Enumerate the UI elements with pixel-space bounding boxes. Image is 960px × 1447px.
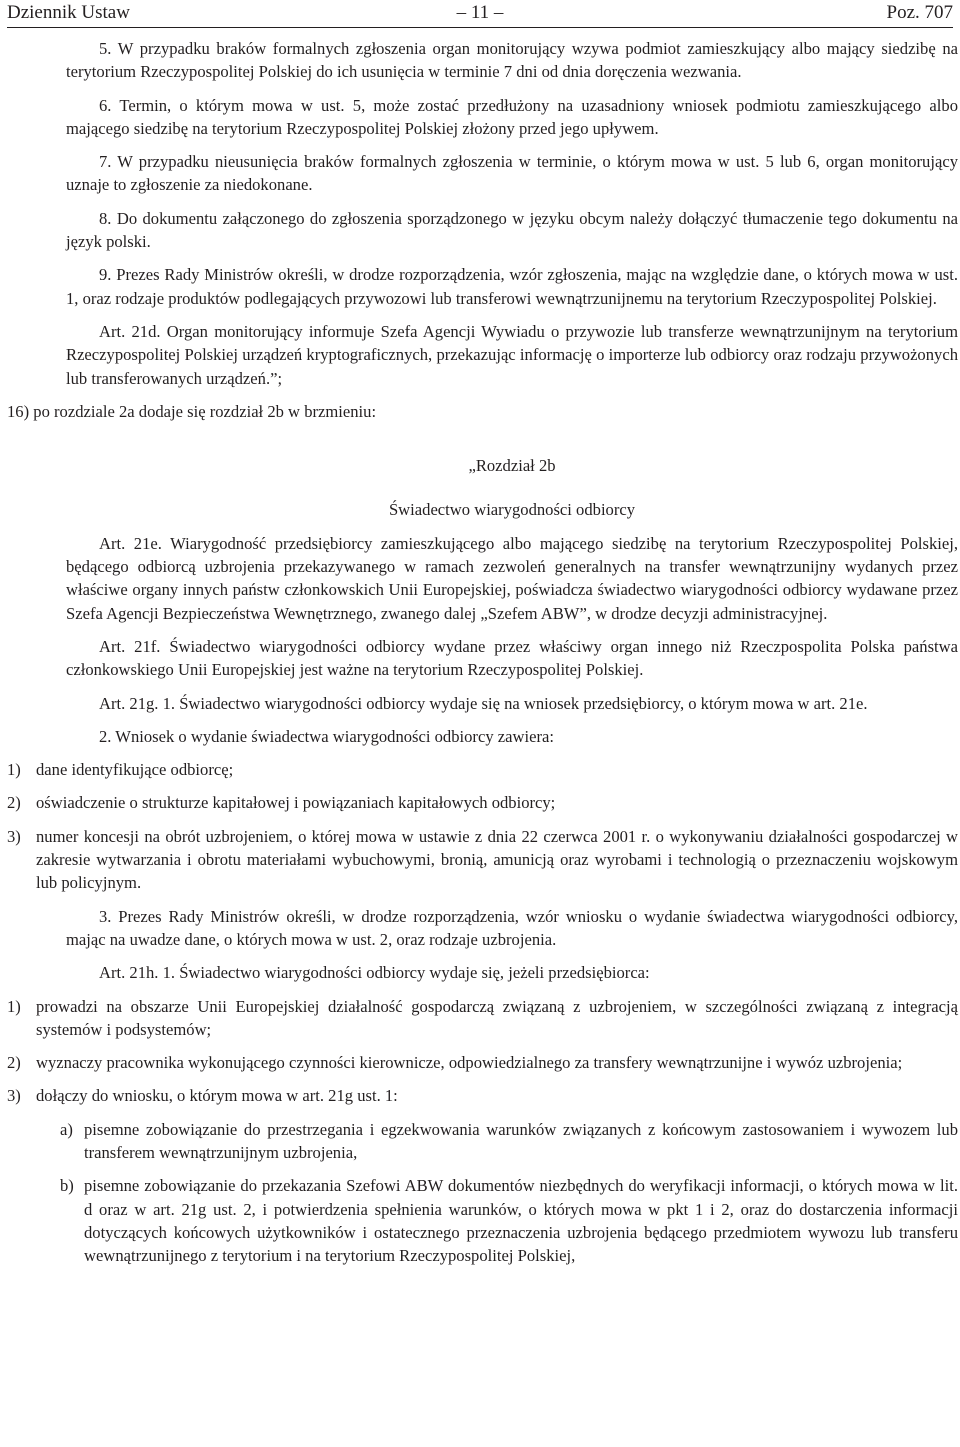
article-21d: Art. 21d. Organ monitorujący informuje Szefa Agencji Wywiadu o przywozie lub transferze wewnątrzunijnym na terytorium Rzeczypospolitej Polskiej urządzeń kryptograficznych, przekazując informację o importerze lub odbiorcy oraz rodzaju przywożonych lub transferowanych urządzeń.”; bbox=[66, 321, 958, 388]
list-item-number: 1) bbox=[7, 760, 21, 780]
list-item-number: 2) bbox=[7, 1053, 21, 1073]
article-21g-3: 3. Prezes Rady Ministrów określi, w drodze rozporządzenia, wzór wniosku o wydanie świadectwa wiarygodności odbiorcy, mając na uwadze dane, o których mowa w ust. 2, oraz rodzaje uzbrojenia. bbox=[66, 906, 958, 949]
paragraph-9: 9. Prezes Rady Ministrów określi, w drodze rozporządzenia, wzór zgłoszenia, mając na względzie dane, o których mowa w ust. 1, oraz rodzaje produktów podlegających przywozowi lub transferowi wewnątrzunijnemu na terytorium Rzeczypospolitej Polskiej. bbox=[66, 265, 958, 308]
article-21h-1: Art. 21h. 1. Świadectwo wiarygodności odbiorcy wydaje się, jeżeli przedsiębiorca: bbox=[99, 963, 650, 983]
paragraph-7: 7. W przypadku nieusunięcia braków formalnych zgłoszenia w terminie, o którym mowa w ust. 5 lub 6, organ monitorujący uznaje to zgłoszenie za niedokonane. bbox=[66, 152, 958, 195]
sub-list-item-number: b) bbox=[60, 1176, 74, 1196]
list-item-1 bbox=[7, 995, 958, 1042]
journal-title: Dziennik Ustaw bbox=[7, 2, 130, 23]
paragraph-5: 5. W przypadku braków formalnych zgłoszenia organ monitorujący wzywa podmiot zamieszkujący albo mający siedzibę na terytorium Rzeczypospolitej Polskiej do ich usunięcia w terminie 7 dni od dnia doręczenia wezwania. bbox=[66, 39, 958, 82]
list-item-2 bbox=[7, 1051, 958, 1074]
list-item-text: dane identyfikujące odbiorcę; bbox=[36, 760, 234, 780]
article-21h-1-list bbox=[7, 995, 958, 1108]
list-item-1 bbox=[7, 758, 958, 781]
sub-list-item-number: a) bbox=[60, 1119, 73, 1139]
list-item-number: 3) bbox=[7, 1086, 21, 1106]
article-21g-1: Art. 21g. 1. Świadectwo wiarygodności odbiorcy wydaje się na wniosek przedsiębiorcy, o którym mowa w art. 21e. bbox=[99, 693, 868, 713]
list-item-number: 3) bbox=[7, 826, 21, 846]
article-21g-2-list bbox=[7, 758, 958, 894]
paragraph-8: 8. Do dokumentu załączonego do zgłoszenia sporządzonego w języku obcym należy dołączyć tłumaczenie tego dokumentu na język polski. bbox=[66, 208, 958, 252]
position-number: Poz. 707 bbox=[886, 2, 953, 23]
article-21h-1-sub-list bbox=[60, 1118, 958, 1268]
sub-list-item-1 bbox=[60, 1118, 958, 1165]
list-item-3 bbox=[7, 1084, 958, 1107]
paragraph-6: 6. Termin, o którym mowa w ust. 5, może zostać przedłużony na uzasadniony wniosek podmiotu zamieszkującego albo mającego siedzibę na terytorium Rzeczypospolitej Polskiej złożony przed jego upływem. bbox=[66, 95, 958, 138]
page-header bbox=[7, 0, 953, 26]
sub-list-item-2 bbox=[60, 1174, 958, 1267]
article-21f: Art. 21f. Świadectwo wiarygodności odbiorcy wydane przez właściwy organ innego niż Rzeczpospolita Polska państwa członkowskiego Unii Europejskiej jest ważne na terytorium Rzeczypospolitej Polskiej. bbox=[66, 636, 958, 680]
document-body bbox=[7, 37, 958, 1267]
page-number: – 11 – bbox=[456, 2, 504, 23]
sub-list-item-text: pisemne zobowiązanie do przekazania Szefowi ABW dokumentów niezbędnych do weryfikacji informacji, o których mowa w lit. d oraz w art. 21g ust. 2, i potwierdzenia spełnienia warunków, o których mowa w pkt 1 i 2, oraz do dostarczenia informacji dotyczących końcowych użytkowników i ostatecznego przeznaczenia uzbrojenia będącego przedmiotem wywozu lub transferu wewnątrzunijnego z terytorium i na terytorium Rzeczypospolitej Polskiej, bbox=[84, 1176, 958, 1266]
article-21g-2: 2. Wniosek o wydanie świadectwa wiarygodności odbiorcy zawiera: bbox=[99, 726, 554, 746]
list-item-3 bbox=[7, 825, 958, 895]
list-item-2 bbox=[7, 791, 958, 814]
point-16: 16) po rozdziale 2a dodaje się rozdział 2b w brzmieniu: bbox=[7, 401, 377, 421]
chapter-title: „Rozdział 2b bbox=[468, 456, 556, 476]
article-21e: Art. 21e. Wiarygodność przedsiębiorcy zamieszkującego albo mającego siedzibę na terytorium Rzeczypospolitej Polskiej, będącego odbiorcą uzbrojenia przekazywanego w ramach zezwoleń generalnych na transfer wewnątrzunijny wydanych przez właściwe organy innych państw członkowskich Unii Europejskiej, poświadcza świadectwo wiarygodności odbiorcy wydawane przez Szefa Agencji Bezpieczeństwa Wewnętrznego, zwanego dalej „Szefem ABW”, w drodze decyzji administracyjnej. bbox=[66, 533, 958, 623]
list-item-text: numer koncesji na obrót uzbrojeniem, o której mowa w ustawie z dnia 22 czerwca 2001 r. o wykonywaniu działalności gospodarczej w zakresie wytwarzania i obrotu materiałami wybuchowymi, bronią, amunicją oraz wyrobami i technologią o przeznaczeniu wojskowym lub policyjnym. bbox=[36, 826, 958, 893]
list-item-text: wyznaczy pracownika wykonującego czynności kierownicze, odpowiedzialnego za transfery wewnątrzunijne i wywóz uzbrojenia; bbox=[36, 1053, 903, 1073]
list-item-number: 2) bbox=[7, 793, 21, 813]
chapter-subtitle: Świadectwo wiarygodności odbiorcy bbox=[388, 500, 636, 520]
list-item-text: prowadzi na obszarze Unii Europejskiej działalność gospodarczą związaną z uzbrojeniem, w szczególności związaną z integracją systemów i podsystemów; bbox=[36, 996, 958, 1039]
list-item-number: 1) bbox=[7, 996, 21, 1016]
sub-list-item-text: pisemne zobowiązanie do przestrzegania i egzekwowania warunków związanych z końcowym zastosowaniem i wywozem lub transferem wewnątrzunijnym uzbrojenia, bbox=[84, 1119, 958, 1162]
list-item-text: oświadczenie o strukturze kapitałowej i powiązaniach kapitałowych odbiorcy; bbox=[36, 793, 556, 813]
list-item-text: dołączy do wniosku, o którym mowa w art. 21g ust. 1: bbox=[36, 1086, 398, 1106]
header-divider bbox=[7, 27, 953, 28]
